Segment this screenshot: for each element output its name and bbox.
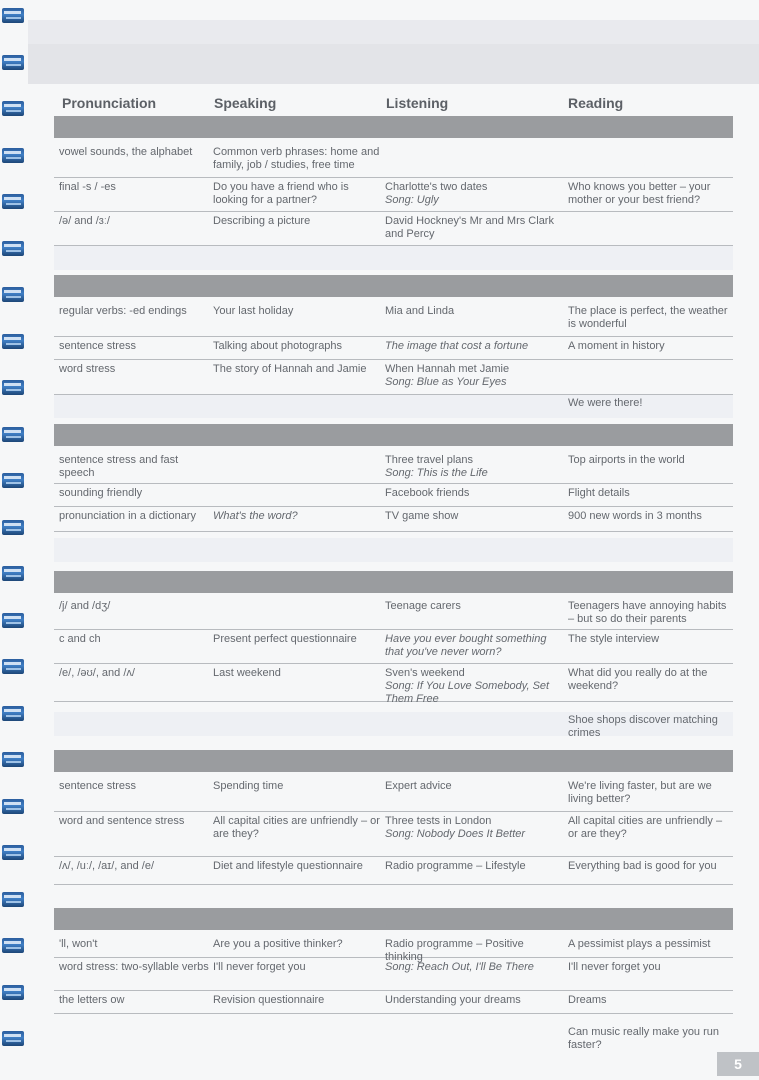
cell-pronunciation: /ə/ and /ɜː/ xyxy=(59,215,110,227)
table-row xyxy=(54,811,733,857)
header-reading: Reading xyxy=(568,95,624,111)
spiral-ring xyxy=(2,799,24,814)
spiral-ring xyxy=(2,8,24,23)
cell-pronunciation: sounding friendly xyxy=(59,487,143,499)
cell-pronunciation: /j/ and /dʒ/ xyxy=(59,600,111,612)
table-row xyxy=(54,957,733,991)
table-row xyxy=(54,359,733,395)
spiral-ring xyxy=(2,845,24,860)
cell-pronunciation: pronunciation in a dictionary xyxy=(59,510,196,522)
spiral-ring xyxy=(2,148,24,163)
reading-extra: We were there! xyxy=(568,397,643,409)
cell-speaking: All capital cities are unfriendly – or are they? xyxy=(213,815,380,840)
cell-pronunciation: sentence stress and fast speech xyxy=(59,454,179,479)
faint-band xyxy=(54,538,733,562)
cell-listening: Teenage carers xyxy=(385,600,461,612)
cell-speaking: I'll never forget you xyxy=(213,961,306,973)
table-row xyxy=(54,629,733,664)
cell-listening: Expert advice xyxy=(385,780,452,792)
cell-pronunciation: 'll, won't xyxy=(59,938,98,950)
cell-reading: We're living faster, but are we living better? xyxy=(568,780,712,805)
cell-speaking: What's the word? xyxy=(213,510,298,522)
table-row xyxy=(54,450,733,484)
cell-speaking: Last weekend xyxy=(213,667,281,679)
cell-speaking: Describing a picture xyxy=(213,215,311,227)
cell-speaking: Spending time xyxy=(213,780,284,792)
header-band-lower xyxy=(28,44,759,84)
cell-listening: Three tests in London Song: Nobody Does It Better xyxy=(385,815,526,840)
cell-listening: Mia and Linda xyxy=(385,305,455,317)
table-row xyxy=(54,142,733,178)
table-row xyxy=(54,336,733,360)
cell-speaking: Do you have a friend who is looking for a partner? xyxy=(213,181,349,206)
cell-listening: Three travel plans Song: This is the Life xyxy=(385,454,488,479)
cell-reading: The style interview xyxy=(568,633,660,645)
cell-speaking: Talking about photographs xyxy=(213,340,343,352)
table-row xyxy=(54,177,733,212)
spiral-ring xyxy=(2,55,24,70)
cell-listening: Song: Reach Out, I'll Be There xyxy=(385,961,534,973)
cell-reading: 900 new words in 3 months xyxy=(568,510,702,522)
cell-speaking: Common verb phrases: home and family, job / studies, free time xyxy=(213,146,380,171)
cell-pronunciation: vowel sounds, the alphabet xyxy=(59,146,193,158)
table-row xyxy=(54,483,733,507)
spiral-ring xyxy=(2,287,24,302)
cell-reading: All capital cities are unfriendly – or are they? xyxy=(568,815,723,840)
spiral-ring xyxy=(2,520,24,535)
spiral-ring xyxy=(2,473,24,488)
cell-reading: Who knows you better – your mother or your best friend? xyxy=(568,181,711,206)
table-row xyxy=(54,596,733,630)
cell-speaking: Diet and lifestyle questionnaire xyxy=(213,860,363,872)
cell-speaking: Revision questionnaire xyxy=(213,994,325,1006)
table-row xyxy=(54,776,733,812)
section-bar xyxy=(54,116,733,138)
spiral-ring xyxy=(2,985,24,1000)
cell-speaking: Your last holiday xyxy=(213,305,294,317)
spiral-ring xyxy=(2,938,24,953)
spiral-binding xyxy=(0,0,28,1080)
cell-pronunciation: the letters ow xyxy=(59,994,125,1006)
spiral-ring xyxy=(2,334,24,349)
reading-extra: Can music really make you run faster? xyxy=(568,1026,720,1051)
header-pronunciation: Pronunciation xyxy=(62,95,157,111)
cell-speaking: Are you a positive thinker? xyxy=(213,938,343,950)
cell-reading: Dreams xyxy=(568,994,607,1006)
cell-listening: Sven's weekend Song: If You Love Somebody, Set Them Free xyxy=(385,667,550,705)
cell-reading: Flight details xyxy=(568,487,630,499)
faint-band xyxy=(54,246,733,270)
cell-listening: Have you ever bought something that you've never worn? xyxy=(385,633,547,658)
cell-listening: Facebook friends xyxy=(385,487,470,499)
spiral-ring xyxy=(2,1031,24,1046)
cell-listening: TV game show xyxy=(385,510,459,522)
section-bar xyxy=(54,424,733,446)
header-listening: Listening xyxy=(386,95,449,111)
cell-pronunciation: sentence stress xyxy=(59,340,137,352)
cell-pronunciation: regular verbs: -ed endings xyxy=(59,305,187,317)
spiral-ring xyxy=(2,380,24,395)
reading-extra: Shoe shops discover matching crimes xyxy=(568,714,718,739)
cell-pronunciation: /e/, /əʊ/, and /ʌ/ xyxy=(59,667,135,679)
spiral-ring xyxy=(2,659,24,674)
spiral-ring xyxy=(2,241,24,256)
cell-pronunciation: /ʌ/, /uː/, /aɪ/, and /e/ xyxy=(59,860,155,872)
cell-pronunciation: word stress xyxy=(59,363,116,375)
cell-reading: A pessimist plays a pessimist xyxy=(568,938,711,950)
table-row xyxy=(54,301,733,337)
cell-listening: Radio programme – Lifestyle xyxy=(385,860,526,872)
spiral-ring xyxy=(2,194,24,209)
cell-reading: I'll never forget you xyxy=(568,961,661,973)
cell-reading: Everything bad is good for you xyxy=(568,860,717,872)
spiral-ring xyxy=(2,613,24,628)
spiral-ring xyxy=(2,892,24,907)
cell-listening: Charlotte's two dates Song: Ugly xyxy=(385,181,488,206)
spiral-ring xyxy=(2,566,24,581)
cell-reading: The place is perfect, the weather is wonderful xyxy=(568,305,728,330)
cell-reading: What did you really do at the weekend? xyxy=(568,667,708,692)
cell-pronunciation: sentence stress xyxy=(59,780,137,792)
section-bar xyxy=(54,275,733,297)
cell-listening: Radio programme – Positive thinking xyxy=(385,938,524,963)
spiral-ring xyxy=(2,706,24,721)
cell-reading: Top airports in the world xyxy=(568,454,685,466)
section-bar xyxy=(54,750,733,772)
spiral-ring xyxy=(2,101,24,116)
cell-listening: When Hannah met Jamie Song: Blue as Your Eyes xyxy=(385,363,510,388)
section-bar xyxy=(54,571,733,593)
spiral-ring xyxy=(2,427,24,442)
table-row xyxy=(54,211,733,246)
cell-speaking: The story of Hannah and Jamie xyxy=(213,363,367,375)
page-number: 5 xyxy=(717,1052,759,1076)
cell-pronunciation: word and sentence stress xyxy=(59,815,185,827)
cell-listening: The image that cost a fortune xyxy=(385,340,529,352)
header-speaking: Speaking xyxy=(214,95,277,111)
cell-pronunciation: final -s / -es xyxy=(59,181,116,193)
table-row xyxy=(54,663,733,705)
cell-listening: David Hockney's Mr and Mrs Clark and Percy xyxy=(385,215,554,240)
cell-speaking: Present perfect questionnaire xyxy=(213,633,357,645)
table-row xyxy=(54,990,733,1014)
cell-reading: Teenagers have annoying habits – but so do their parents xyxy=(568,600,727,625)
table-row xyxy=(54,856,733,885)
table-row xyxy=(54,934,733,963)
cell-pronunciation: word stress: two-syllable verbs xyxy=(59,961,209,973)
section-bar xyxy=(54,908,733,930)
table-row xyxy=(54,506,733,532)
cell-reading: A moment in history xyxy=(568,340,665,352)
spiral-ring xyxy=(2,752,24,767)
cell-listening: Understanding your dreams xyxy=(385,994,521,1006)
cell-pronunciation: c and ch xyxy=(59,633,101,645)
